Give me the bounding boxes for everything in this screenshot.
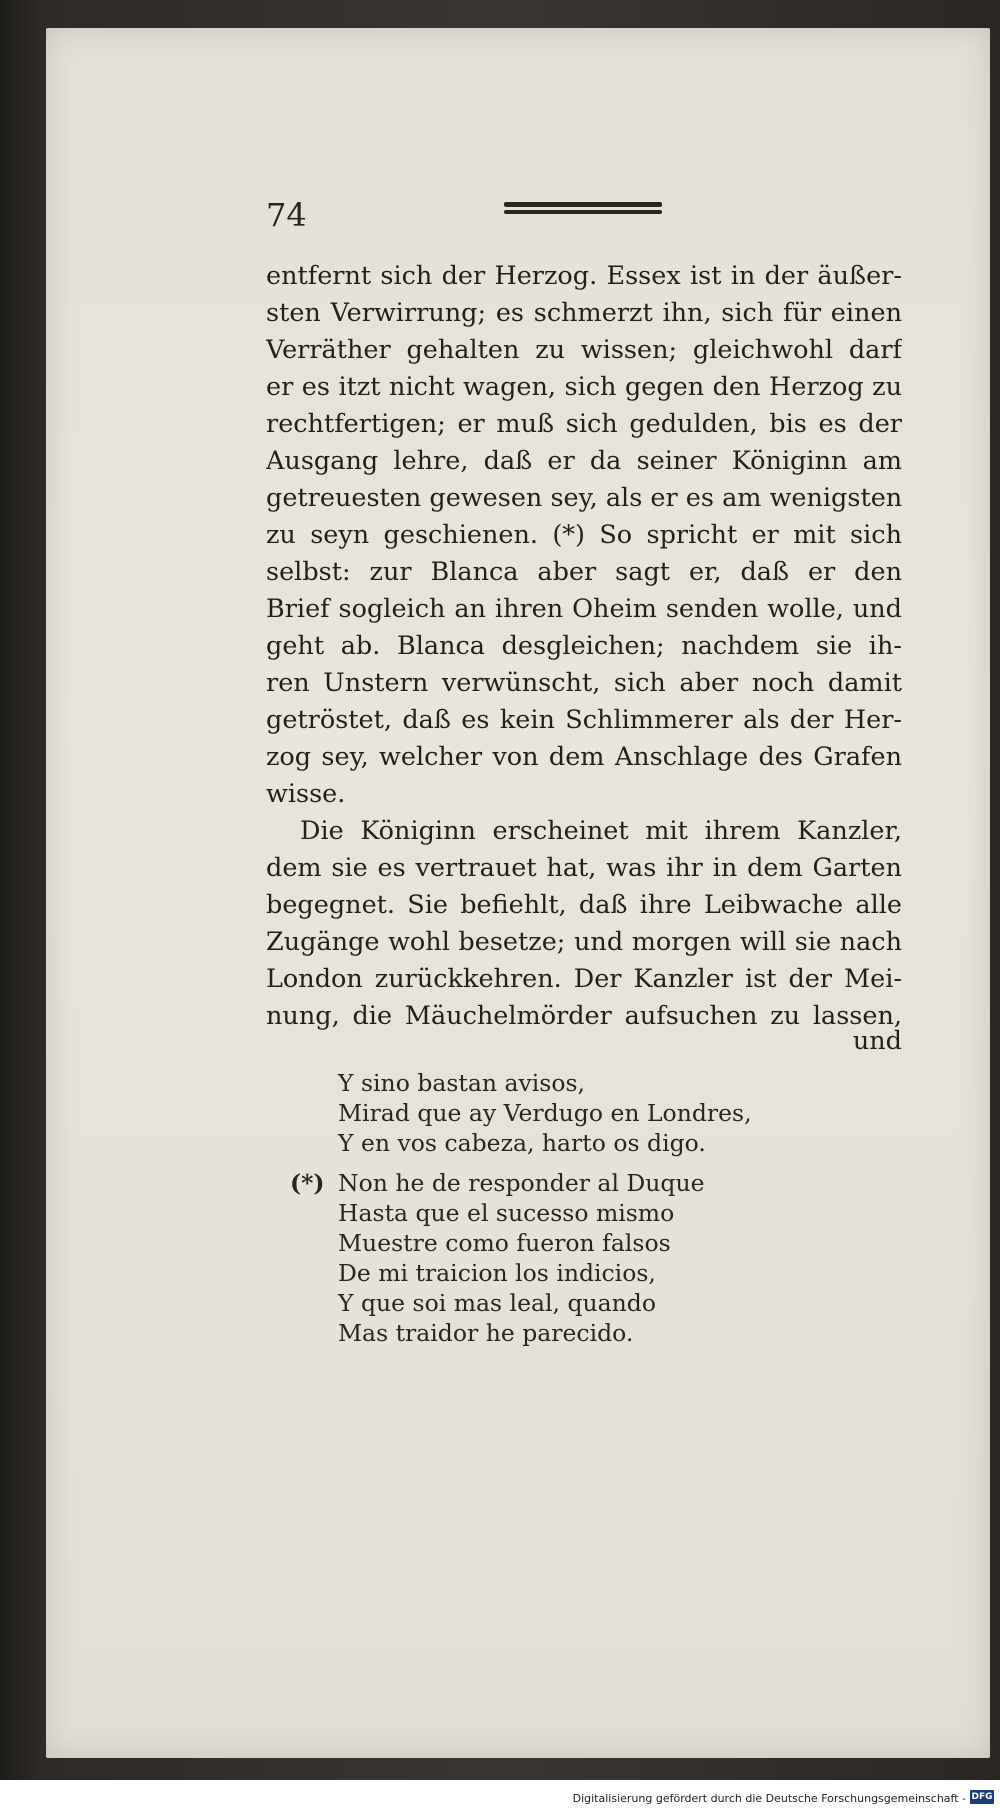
footnote-line: Y que soi mas leal, quando (338, 1289, 656, 1317)
footnote-marker: (*) (290, 1169, 325, 1197)
main-text-block (266, 258, 902, 1035)
header-rule (504, 202, 662, 216)
verse-quote (338, 1068, 752, 1158)
text-line: Zugänge wohl besetze; und morgen will sie nach (266, 927, 902, 957)
text-line: Ausgang lehre, daß er da seiner Königinn am (266, 446, 902, 476)
text-line: nung, die Mäuchelmörder aufsuchen zu lassen, (266, 1001, 902, 1031)
text-line: sten Verwirrung; es schmerzt ihn, sich für einen (266, 298, 902, 328)
footnote-line: De mi traicion los indicios, (338, 1259, 656, 1287)
verse-line: Y sino bastan avisos, (338, 1069, 586, 1097)
footnote-line: Hasta que el sucesso mismo (338, 1199, 675, 1227)
footnote-line: Mas traidor he parecido. (338, 1319, 634, 1347)
text-line: zu seyn geschienen. (*) So spricht er mit sich (266, 520, 902, 550)
footnote-line: Non he de responder al Duque (338, 1169, 705, 1197)
text-line: Die Königinn erscheinet mit ihrem Kanzler, (300, 816, 902, 846)
text-line: wisse. (266, 779, 346, 809)
text-line: Brief sogleich an ihren Oheim senden wolle, und (266, 594, 902, 624)
text-line: begegnet. Sie befiehlt, daß ihre Leibwache alle (266, 890, 902, 920)
text-line: rechtfertigen; er muß sich gedulden, bis es der (266, 409, 902, 439)
text-line: geht ab. Blanca desgleichen; nachdem sie ih- (266, 631, 902, 661)
text-line: getreuesten gewesen sey, als er es am wenigsten (266, 483, 902, 513)
text-line: zog sey, welcher von dem Anschlage des Grafen (266, 742, 902, 772)
page-number: 74 (266, 196, 307, 234)
dfg-logo-icon: DFG (971, 1792, 993, 1802)
header-rule-bar-bottom (504, 210, 662, 214)
footer-credit: Digitalisierung gefördert durch die Deutsche Forschungsgemeinschaft - (572, 1792, 966, 1805)
text-line: London zurückkehren. Der Kanzler ist der Mei- (266, 964, 902, 994)
catchword: und (852, 1026, 902, 1056)
text-line: Verräther gehalten zu wissen; gleichwohl darf (266, 335, 902, 365)
footnote-line: Muestre como fueron falsos (338, 1229, 671, 1257)
text-line: selbst: zur Blanca aber sagt er, daß er den (266, 557, 902, 587)
verse-line: Mirad que ay Verdugo en Londres, (338, 1099, 752, 1127)
text-line: dem sie es vertrauet hat, was ihr in dem Garten (266, 853, 902, 883)
text-line: er es itzt nicht wagen, sich gegen den Herzog zu (266, 372, 902, 402)
verse-line: Y en vos cabeza, harto os digo. (338, 1129, 706, 1157)
text-line: getröstet, daß es kein Schlimmerer als der Her- (266, 705, 902, 735)
footnote-verse (338, 1168, 705, 1348)
header-rule-bar-top (504, 202, 662, 207)
text-line: ren Unstern verwünscht, sich aber noch damit (266, 668, 902, 698)
text-line: entfernt sich der Herzog. Essex ist in der äußer- (266, 261, 902, 291)
